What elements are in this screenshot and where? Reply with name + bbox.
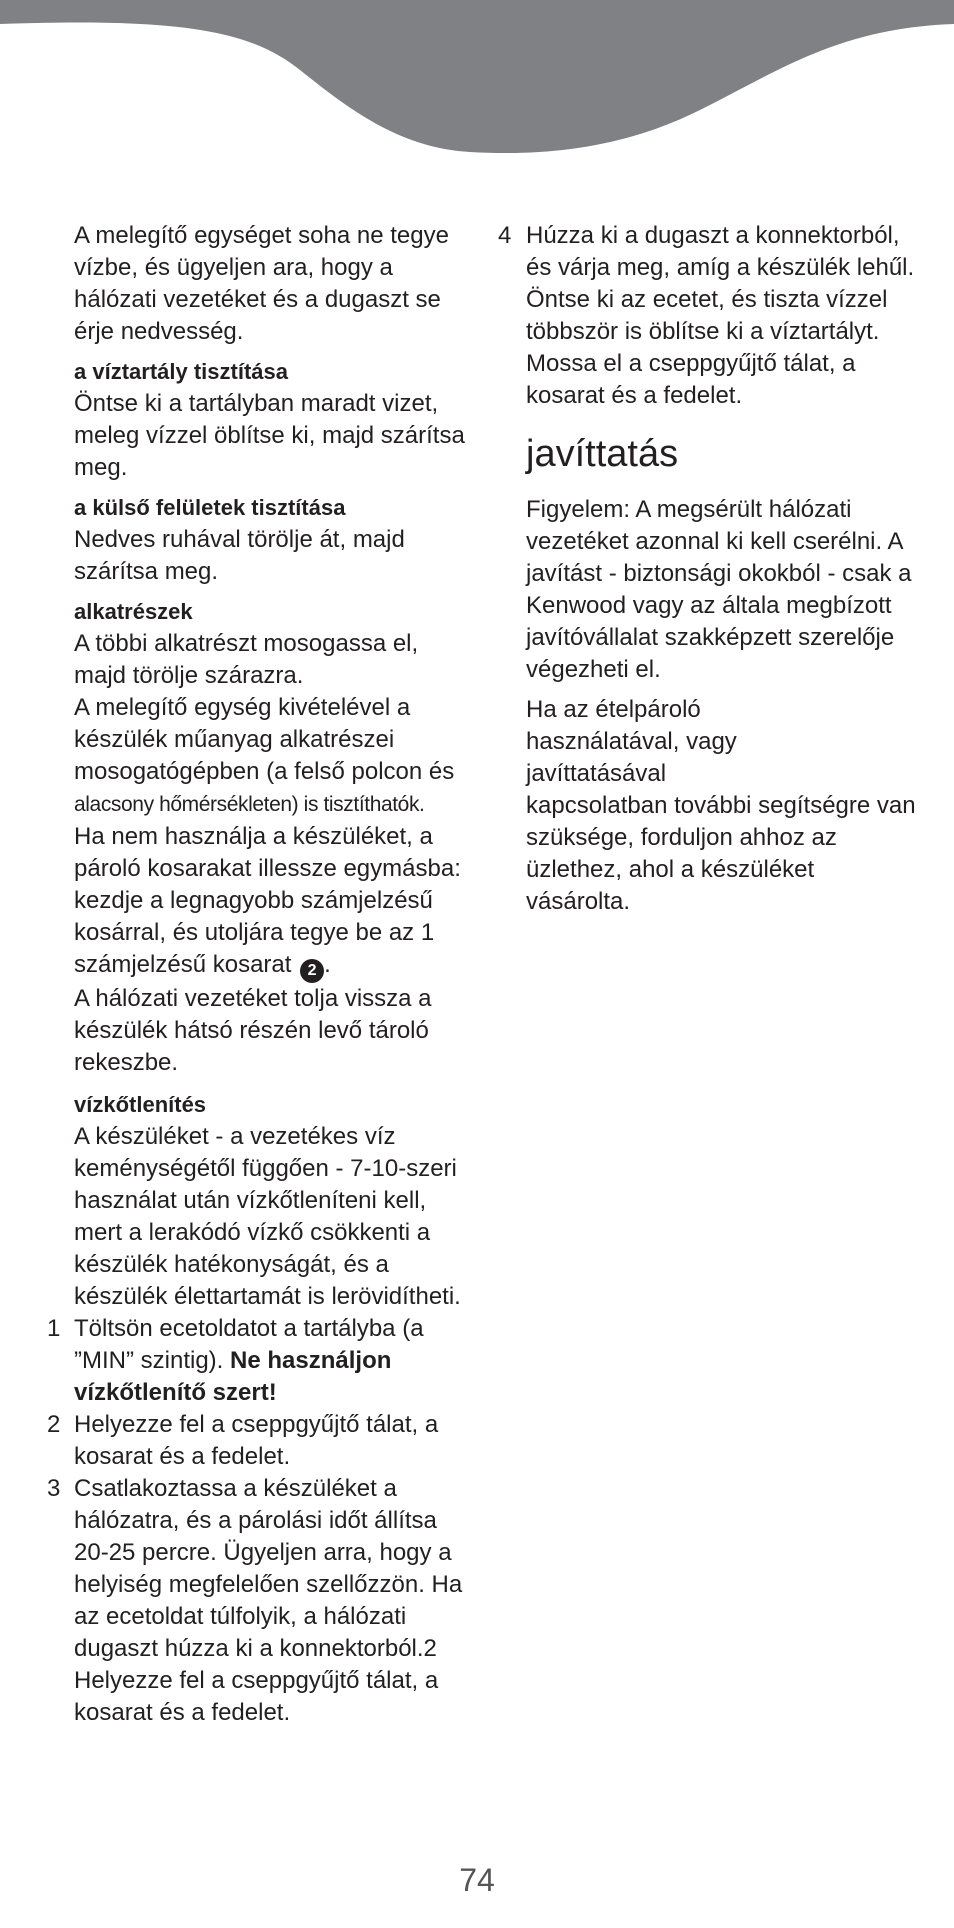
paragraph-cord-storage: A hálózati vezetéket tolja vissza a készülék hátsó részén levő tároló rekeszbe. [74, 985, 432, 1076]
heading-water-tank-cleaning: a víztartály tisztítása [74, 359, 288, 384]
step-1-text: Töltsön ecetoldatot a tartályba (a ”MIN” szintig). [74, 1315, 424, 1374]
step-3 [47, 1473, 474, 1729]
left-column [47, 220, 474, 1729]
step-4-text: Húzza ki a dugaszt a konnektorból, és várja meg, amíg a készülék lehűl. Öntse ki az ecetet, és tiszta vízzel többször is öblítse ki a víztartályt. Mossa el a cseppgyűjtő tálat, a kosarat és a fedelet. [526, 222, 915, 409]
heading-outer-surface-cleaning: a külső felületek tisztítása [74, 495, 346, 520]
section-title-repair: javíttatás [526, 433, 679, 475]
page-number: 74 [459, 1862, 495, 1898]
header-wave-decoration [0, 0, 954, 160]
paragraph-descaling: A készüléket - a vezetékes víz keménységétől függően - 7-10-szeri használat után vízkőtleníteni kell, mert a lerakódó vízkő csökkenti a készülék hatékonyságát, és a készülék élettartamát is lerövidítheti. [74, 1123, 461, 1310]
step-3-number: 3 [47, 1475, 61, 1502]
basket-storage-end: . [324, 951, 331, 978]
paragraph-water-tank: Öntse ki a tartályban maradt vizet, meleg vízzel öblítse ki, majd szárítsa meg. [74, 390, 465, 481]
paragraph-repair-warning: Figyelem: A megsérült hálózati vezetéket azonnal ki kell cserélni. A javítást - biztonsági okokból - csak a Kenwood vagy az általa megbízott javítóvállalat szakképzett szerelője végezheti el. [526, 496, 912, 683]
service-line-1: Ha az ételpároló [526, 696, 701, 723]
step-1-number: 1 [47, 1315, 61, 1342]
paragraph-service-contact [526, 694, 916, 918]
step-3-text: Csatlakoztassa a készüléket a hálózatra, és a párolási időt állítsa 20-25 percre. Ügyeljen arra, hogy a helyiség megfelelően szellőzzön. Ha az ecetoldat túlfolyik, a hálózati dugaszt húzza ki a konnektorból.2 Helyezze fel a cseppgyűjtő tálat, a kosarat és a fedelet. [74, 1475, 463, 1726]
step-4-number: 4 [498, 222, 512, 249]
figure-reference-badge: 2 [300, 959, 324, 983]
dishwasher-text-small: alacsony hőmérsékleten) is tisztíthatók. [74, 793, 425, 816]
service-line-2: használatával, vagy [526, 728, 737, 755]
step-1 [47, 1313, 474, 1409]
heading-parts: alkatrészek [74, 599, 193, 624]
dishwasher-text: A melegítő egység kivételével a készülék műanyag alkatrészei mosogatógépben (a felső polcon és [74, 694, 455, 785]
step-2 [47, 1409, 474, 1473]
paragraph-basket-storage [74, 821, 474, 983]
heading-descaling: vízkőtlenítés [74, 1092, 207, 1117]
basket-storage-text: Ha nem használja a készüléket, a pároló kosarakat illessze egymásba: kezdje a legnagyobb számjelzésű kosárral, és utoljára tegye be az 1 számjelzésű kosarat [74, 823, 461, 978]
service-line-4: kapcsolatban további segítségre van szüksége, forduljon ahhoz az üzlethez, ahol a készüléket vásárolta. [526, 792, 916, 915]
step-1-warning: Ne használjon vízkőtlenítő szert! [74, 1347, 392, 1406]
paragraph-parts-dishwasher [74, 692, 474, 821]
service-line-3: javíttatásával [526, 760, 667, 787]
paragraph-outer-surface: Nedves ruhával törölje át, majd szárítsa meg. [74, 526, 405, 585]
intro-paragraph: A melegítő egységet soha ne tegye vízbe, és ügyeljen ara, hogy a hálózati vezetéket és a dugaszt se érje nedvesség. [74, 222, 449, 345]
step-2-number: 2 [47, 1411, 61, 1438]
right-column [496, 220, 916, 926]
paragraph-parts-wash: A többi alkatrészt mosogassa el, majd törölje szárazra. [74, 630, 419, 689]
step-4 [498, 220, 916, 412]
step-2-text: Helyezze fel a cseppgyűjtő tálat, a kosarat és a fedelet. [74, 1411, 439, 1470]
